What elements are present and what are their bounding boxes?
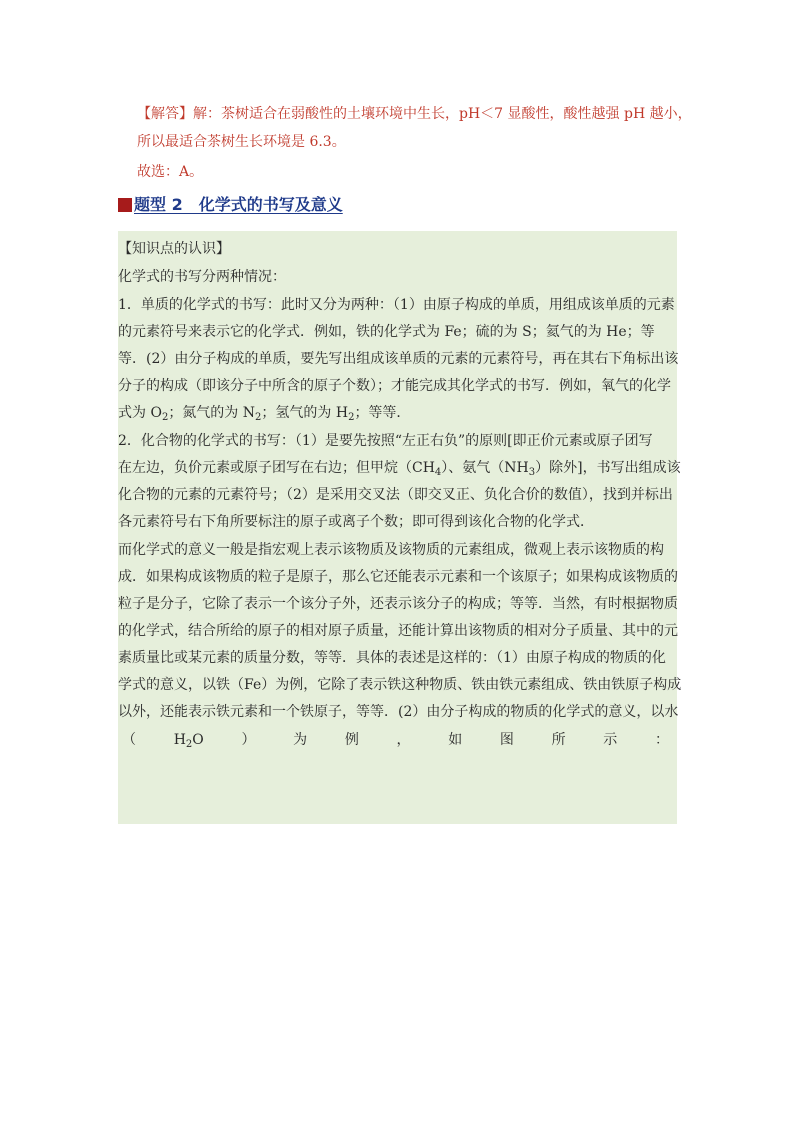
- answer-line-2: 所以最适合茶树生长环境是 6.3。: [137, 134, 346, 150]
- knowledge-line-7: [118, 458, 681, 478]
- formula-n2-prefix: ；氮气的为 N: [168, 405, 256, 421]
- heading-marker-icon: [118, 198, 132, 212]
- ammonia-prefix: ）、氨气（NH: [441, 460, 529, 476]
- char: 如: [448, 732, 463, 748]
- subscript: 4: [434, 467, 442, 478]
- answer-choice: 故选：A。: [137, 164, 204, 180]
- answer-text-1: 解：茶树适合在弱酸性的土壤环境中生长，pH＜7 显酸性，酸性越强 pH 越小，: [193, 106, 692, 122]
- knowledge-line-13: 的化学式，结合所给的原子的相对原子质量，还能计算出该物质的相对分子质量、其中的元: [118, 623, 678, 639]
- knowledge-last-line: [118, 730, 677, 750]
- knowledge-line-1: 1．单质的化学式的书写：此时又分为两种：（1）由原子构成的单质，用组成该单质的元素: [118, 297, 675, 313]
- knowledge-line-2: 的元素符号来表示它的化学式．例如，铁的化学式为 Fe；硫的为 S；氦气的为 He；等: [118, 324, 655, 340]
- knowledge-line-9: 各元素符号右下角所要标注的原子或离子个数；即可得到该化合物的化学式．: [118, 514, 594, 530]
- char: 所: [551, 732, 566, 748]
- char: ）: [241, 732, 256, 748]
- line-7-end: ）除外]，书写出组成该: [535, 460, 681, 476]
- knowledge-panel: [118, 231, 682, 824]
- formula-h2-prefix: ；氢气的为 H: [261, 405, 349, 421]
- methane-prefix: 在左边，负价元素或原子团写在右边；但甲烷（CH: [118, 460, 435, 476]
- char: H: [173, 732, 186, 748]
- char: （: [122, 732, 136, 748]
- formula-line-end: ；等等．: [354, 405, 411, 421]
- subscript: 3: [528, 467, 536, 478]
- knowledge-line-10: 而化学式的意义一般是指宏观上表示该物质及该物质的元素组成，微观上表示该物质的构: [118, 542, 664, 558]
- knowledge-line-15: 学式的意义，以铁（Fe）为例，它除了表示铁这种物质、铁由铁元素组成、铁由铁原子构成: [118, 677, 682, 693]
- knowledge-intro: 化学式的书写分两种情况：: [118, 269, 286, 285]
- knowledge-line-3: 等．(2）由分子构成的单质，要先写出组成该单质的元素的元素符号，再在其右下角标出该: [118, 351, 679, 367]
- knowledge-line-4: 分子的构成（即该分子中所含的原子个数）；才能完成其化学式的书写．例如，氧气的化学: [118, 378, 671, 394]
- formula-h2o: [174, 730, 204, 750]
- subscript: 2: [255, 412, 262, 423]
- subscript: 2: [185, 739, 193, 750]
- char: 示: [603, 732, 618, 748]
- section-title: 题型 2 化学式的书写及意义: [134, 195, 343, 214]
- char: ，: [396, 732, 411, 748]
- char: 例: [344, 732, 359, 748]
- answer-block: [137, 100, 697, 156]
- subscript: 2: [348, 412, 355, 423]
- char: 为: [293, 732, 308, 748]
- knowledge-line-11: 成．如果构成该物质的粒子是原子，那么它还能表示元素和一个该原子；如果构成该物质的: [118, 569, 678, 585]
- answer-line-1: [137, 100, 697, 128]
- knowledge-header: 【知识点的认识】: [118, 241, 230, 257]
- knowledge-line-5: [118, 403, 677, 423]
- knowledge-line-16: 以外，还能表示铁元素和一个铁原子，等等．(2）由分子构成的物质的化学式的意义，以水: [118, 704, 679, 720]
- knowledge-line-12: 粒子是分子，它除了表示一个该分子外，还表示该分子的构成；等等．当然，有时根据物质: [118, 596, 678, 612]
- subscript: 2: [161, 412, 169, 423]
- knowledge-line-6: 2．化合物的化学式的书写：（1）是要先按照“左正右负”的原则[即正价元素或原子团写: [118, 433, 653, 449]
- char: O: [192, 732, 204, 748]
- answer-tag: 【解答】: [137, 106, 193, 122]
- knowledge-line-14: 素质量比或某元素的质量分数，等等．具体的表述是这样的：（1）由原子构成的物质的化: [118, 650, 666, 666]
- char: ：: [654, 732, 669, 748]
- formula-o2-prefix: 式为 O: [118, 405, 162, 421]
- char: 图: [499, 732, 514, 748]
- knowledge-line-8: 化合物的元素的元素符号；（2）是采用交叉法（即交叉正、负化合价的数值），找到并标出: [118, 487, 673, 503]
- section-heading: [118, 195, 678, 217]
